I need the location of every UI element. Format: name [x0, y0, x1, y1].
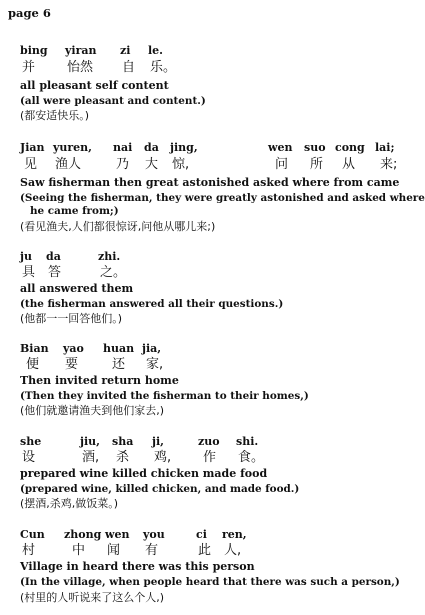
- chinese-translation: (看见渔夫,人们都很惊讶,问他从哪儿来;): [20, 220, 216, 233]
- pinyin-word: cong: [335, 141, 365, 154]
- hanzi-word: 要: [65, 357, 79, 372]
- hanzi-word: 便: [26, 357, 40, 372]
- word-gloss: all answered them: [20, 282, 134, 295]
- hanzi-word: 来;: [380, 157, 398, 172]
- hanzi-word: 所: [310, 157, 324, 172]
- word-gloss: Saw fisherman then great astonished asked where from came: [20, 176, 400, 189]
- hanzi-word: 食。: [238, 450, 265, 465]
- hanzi-word: 此: [198, 543, 212, 558]
- pinyin-word: ju: [20, 250, 32, 263]
- pinyin-word: sha: [112, 435, 134, 448]
- pinyin-word: nai: [113, 141, 133, 154]
- hanzi-word: 自: [122, 60, 136, 75]
- hanzi-word: 并: [22, 60, 36, 75]
- pinyin-word: jia,: [142, 342, 162, 355]
- pinyin-word: wen: [268, 141, 293, 154]
- english-translation: (all were pleasant and content.): [20, 95, 206, 107]
- pinyin-word: ji,: [152, 435, 164, 448]
- hanzi-word: 从: [342, 157, 356, 172]
- pinyin-word: zuo: [198, 435, 220, 448]
- hanzi-word: 设: [22, 450, 36, 465]
- pinyin-word: yuren,: [53, 141, 93, 154]
- pinyin-word: wen: [105, 528, 130, 541]
- page-number: page 6: [8, 6, 51, 20]
- pinyin-word: bing: [20, 44, 48, 57]
- hanzi-word: 之。: [100, 265, 127, 280]
- pinyin-word: shi.: [236, 435, 259, 448]
- pinyin-word: she: [20, 435, 42, 448]
- hanzi-word: 惊,: [172, 157, 190, 172]
- pinyin-word: suo: [304, 141, 326, 154]
- chinese-translation: (都安适快乐。): [20, 109, 90, 122]
- pinyin-word: le.: [148, 44, 164, 57]
- hanzi-word: 酒,: [82, 450, 100, 465]
- pinyin-word: you: [143, 528, 165, 541]
- chinese-translation: (他们就邀请渔夫到他们家去,): [20, 404, 165, 417]
- hanzi-word: 杀: [116, 450, 130, 465]
- pinyin-word: da: [144, 141, 159, 154]
- pinyin-word: Bian: [20, 342, 49, 355]
- english-translation: (Then they invited the fisherman to their homes,): [20, 390, 309, 402]
- hanzi-word: 大: [145, 157, 159, 172]
- pinyin-word: jiu,: [80, 435, 100, 448]
- pinyin-word: yiran: [65, 44, 97, 57]
- hanzi-word: 中: [72, 543, 86, 558]
- english-translation: (the fisherman answered all their questions.): [20, 298, 284, 310]
- pinyin-word: jing,: [170, 141, 198, 154]
- hanzi-word: 作: [203, 450, 217, 465]
- pinyin-word: da: [46, 250, 61, 263]
- chinese-translation: (他都一一回答他们。): [20, 312, 123, 325]
- hanzi-word: 见: [24, 157, 38, 172]
- word-gloss: all pleasant self content: [20, 79, 169, 92]
- hanzi-word: 人,: [224, 543, 242, 558]
- english-translation: (prepared wine, killed chicken, and made food.): [20, 483, 300, 495]
- chinese-translation: (村里的人听说来了这么个人,): [20, 591, 165, 604]
- pinyin-word: yao: [63, 342, 84, 355]
- hanzi-word: 问: [275, 157, 289, 172]
- hanzi-word: 具: [22, 265, 36, 280]
- hanzi-word: 答: [48, 265, 62, 280]
- hanzi-word: 家,: [146, 357, 164, 372]
- pinyin-word: lai;: [375, 141, 395, 154]
- word-gloss: Then invited return home: [20, 374, 179, 387]
- hanzi-word: 怡然: [67, 60, 94, 75]
- english-translation: (Seeing the fisherman, they were greatly astonished and asked where: [20, 192, 425, 204]
- hanzi-word: 有: [145, 543, 159, 558]
- hanzi-word: 乃: [116, 157, 130, 172]
- pinyin-word: Jian: [20, 141, 45, 154]
- hanzi-word: 村: [22, 543, 36, 558]
- word-gloss: prepared wine killed chicken made food: [20, 467, 268, 480]
- hanzi-word: 还: [112, 357, 126, 372]
- hanzi-word: 鸡,: [154, 450, 172, 465]
- english-translation-continued: he came from;): [30, 205, 119, 217]
- pinyin-word: zi: [120, 44, 131, 57]
- pinyin-word: ren,: [222, 528, 247, 541]
- word-gloss: Village in heard there was this person: [20, 560, 255, 573]
- pinyin-word: zhong: [64, 528, 102, 541]
- hanzi-word: 乐。: [150, 60, 177, 75]
- pinyin-word: zhi.: [98, 250, 121, 263]
- chinese-translation: (摆酒,杀鸡,做饭菜。): [20, 497, 119, 510]
- pinyin-word: Cun: [20, 528, 45, 541]
- hanzi-word: 闻: [107, 543, 121, 558]
- pinyin-word: ci: [196, 528, 207, 541]
- english-translation: (In the village, when people heard that there was such a person,): [20, 576, 400, 588]
- hanzi-word: 渔人: [55, 157, 82, 172]
- pinyin-word: huan: [103, 342, 135, 355]
